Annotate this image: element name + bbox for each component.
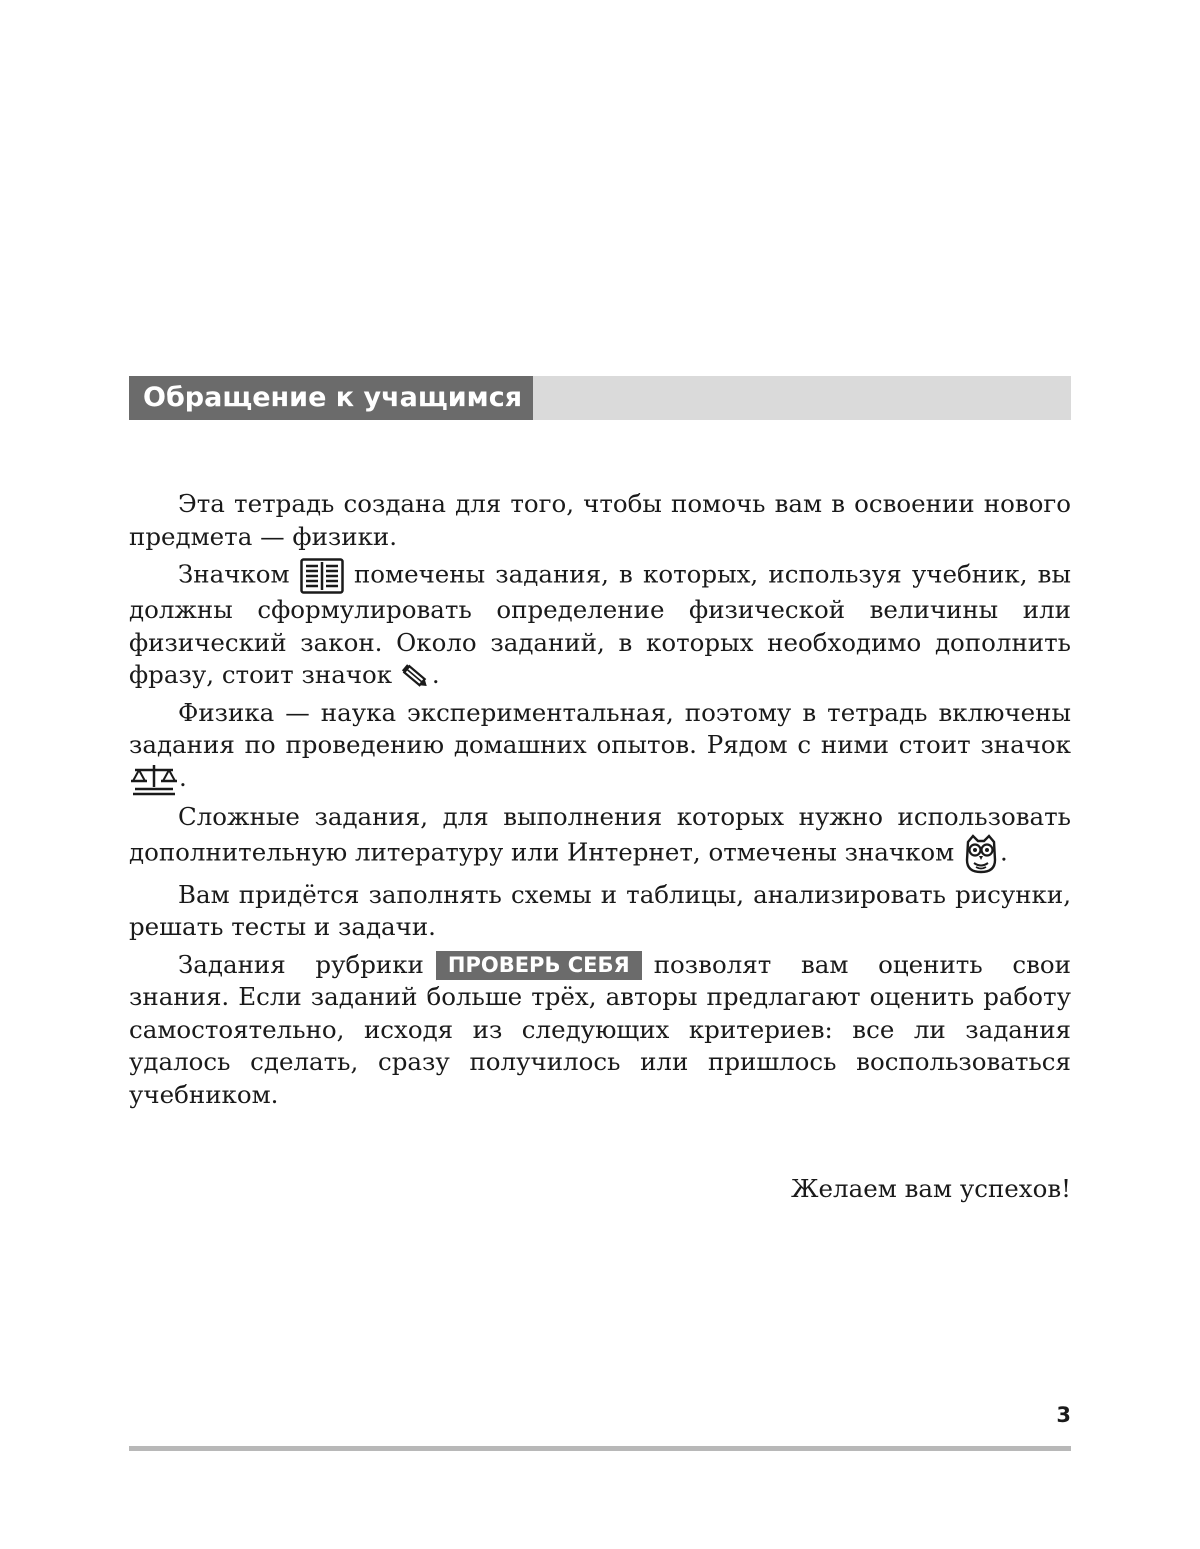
closing-wish: Желаем вам успехов! bbox=[791, 1174, 1071, 1203]
paragraph-text: Сложные задания, для выполнения которых нужно использовать дополнительную литературу или Интернет, отмечены значком bbox=[129, 802, 1071, 866]
check-yourself-badge: ПРОВЕРЬ СЕБЯ bbox=[436, 951, 642, 980]
footer-rule bbox=[129, 1446, 1071, 1451]
paragraph-text: Физика — наука экспериментальная, поэтому в тетрадь включены задания по проведению домашних опытов. Рядом с ними стоит значок bbox=[129, 697, 1071, 759]
pencil-icon bbox=[400, 662, 432, 692]
paragraph-text: Задания рубрики bbox=[178, 949, 424, 979]
paragraph-intro: Эта тетрадь создана для того, чтобы помочь вам в освоении нового предмета — физики. bbox=[129, 489, 1071, 551]
paragraph-text: . bbox=[179, 762, 187, 792]
paragraph-text: . bbox=[1000, 837, 1008, 866]
scales-icon bbox=[129, 762, 179, 796]
paragraph-text: позволят вам оценить свои знания. Если заданий больше трёх, авторы предлагают оценить работу самостоятельно, исходя из следующих критериев: все ли задания удалось сделать, сразу получилось или пришлось воспользоваться учебником. bbox=[129, 949, 1071, 1109]
section-heading-bar bbox=[129, 376, 1071, 420]
paragraph-check-yourself bbox=[129, 949, 1071, 1112]
owl-icon bbox=[962, 834, 1000, 874]
paragraph-text: Значком bbox=[178, 559, 290, 589]
paragraph-complex bbox=[129, 801, 1071, 874]
paragraph-text: . bbox=[431, 660, 440, 689]
paragraph-text: помечены задания, в которых, используя учебник, вы должны сформулировать определение физической величины или физический закон. Около заданий, в которых необходимо дополнить фразу, стоит значок bbox=[129, 559, 1071, 689]
book-icon bbox=[300, 558, 344, 594]
paragraph-icons bbox=[129, 558, 1071, 692]
paragraph-experiments bbox=[129, 697, 1071, 797]
body-text bbox=[129, 488, 1071, 1116]
section-heading: Обращение к учащимся bbox=[129, 376, 533, 420]
paragraph-tasks: Вам придётся заполнять схемы и таблицы, анализировать рисунки, решать тесты и задачи. bbox=[129, 879, 1071, 941]
page-number: 3 bbox=[1056, 1403, 1071, 1427]
